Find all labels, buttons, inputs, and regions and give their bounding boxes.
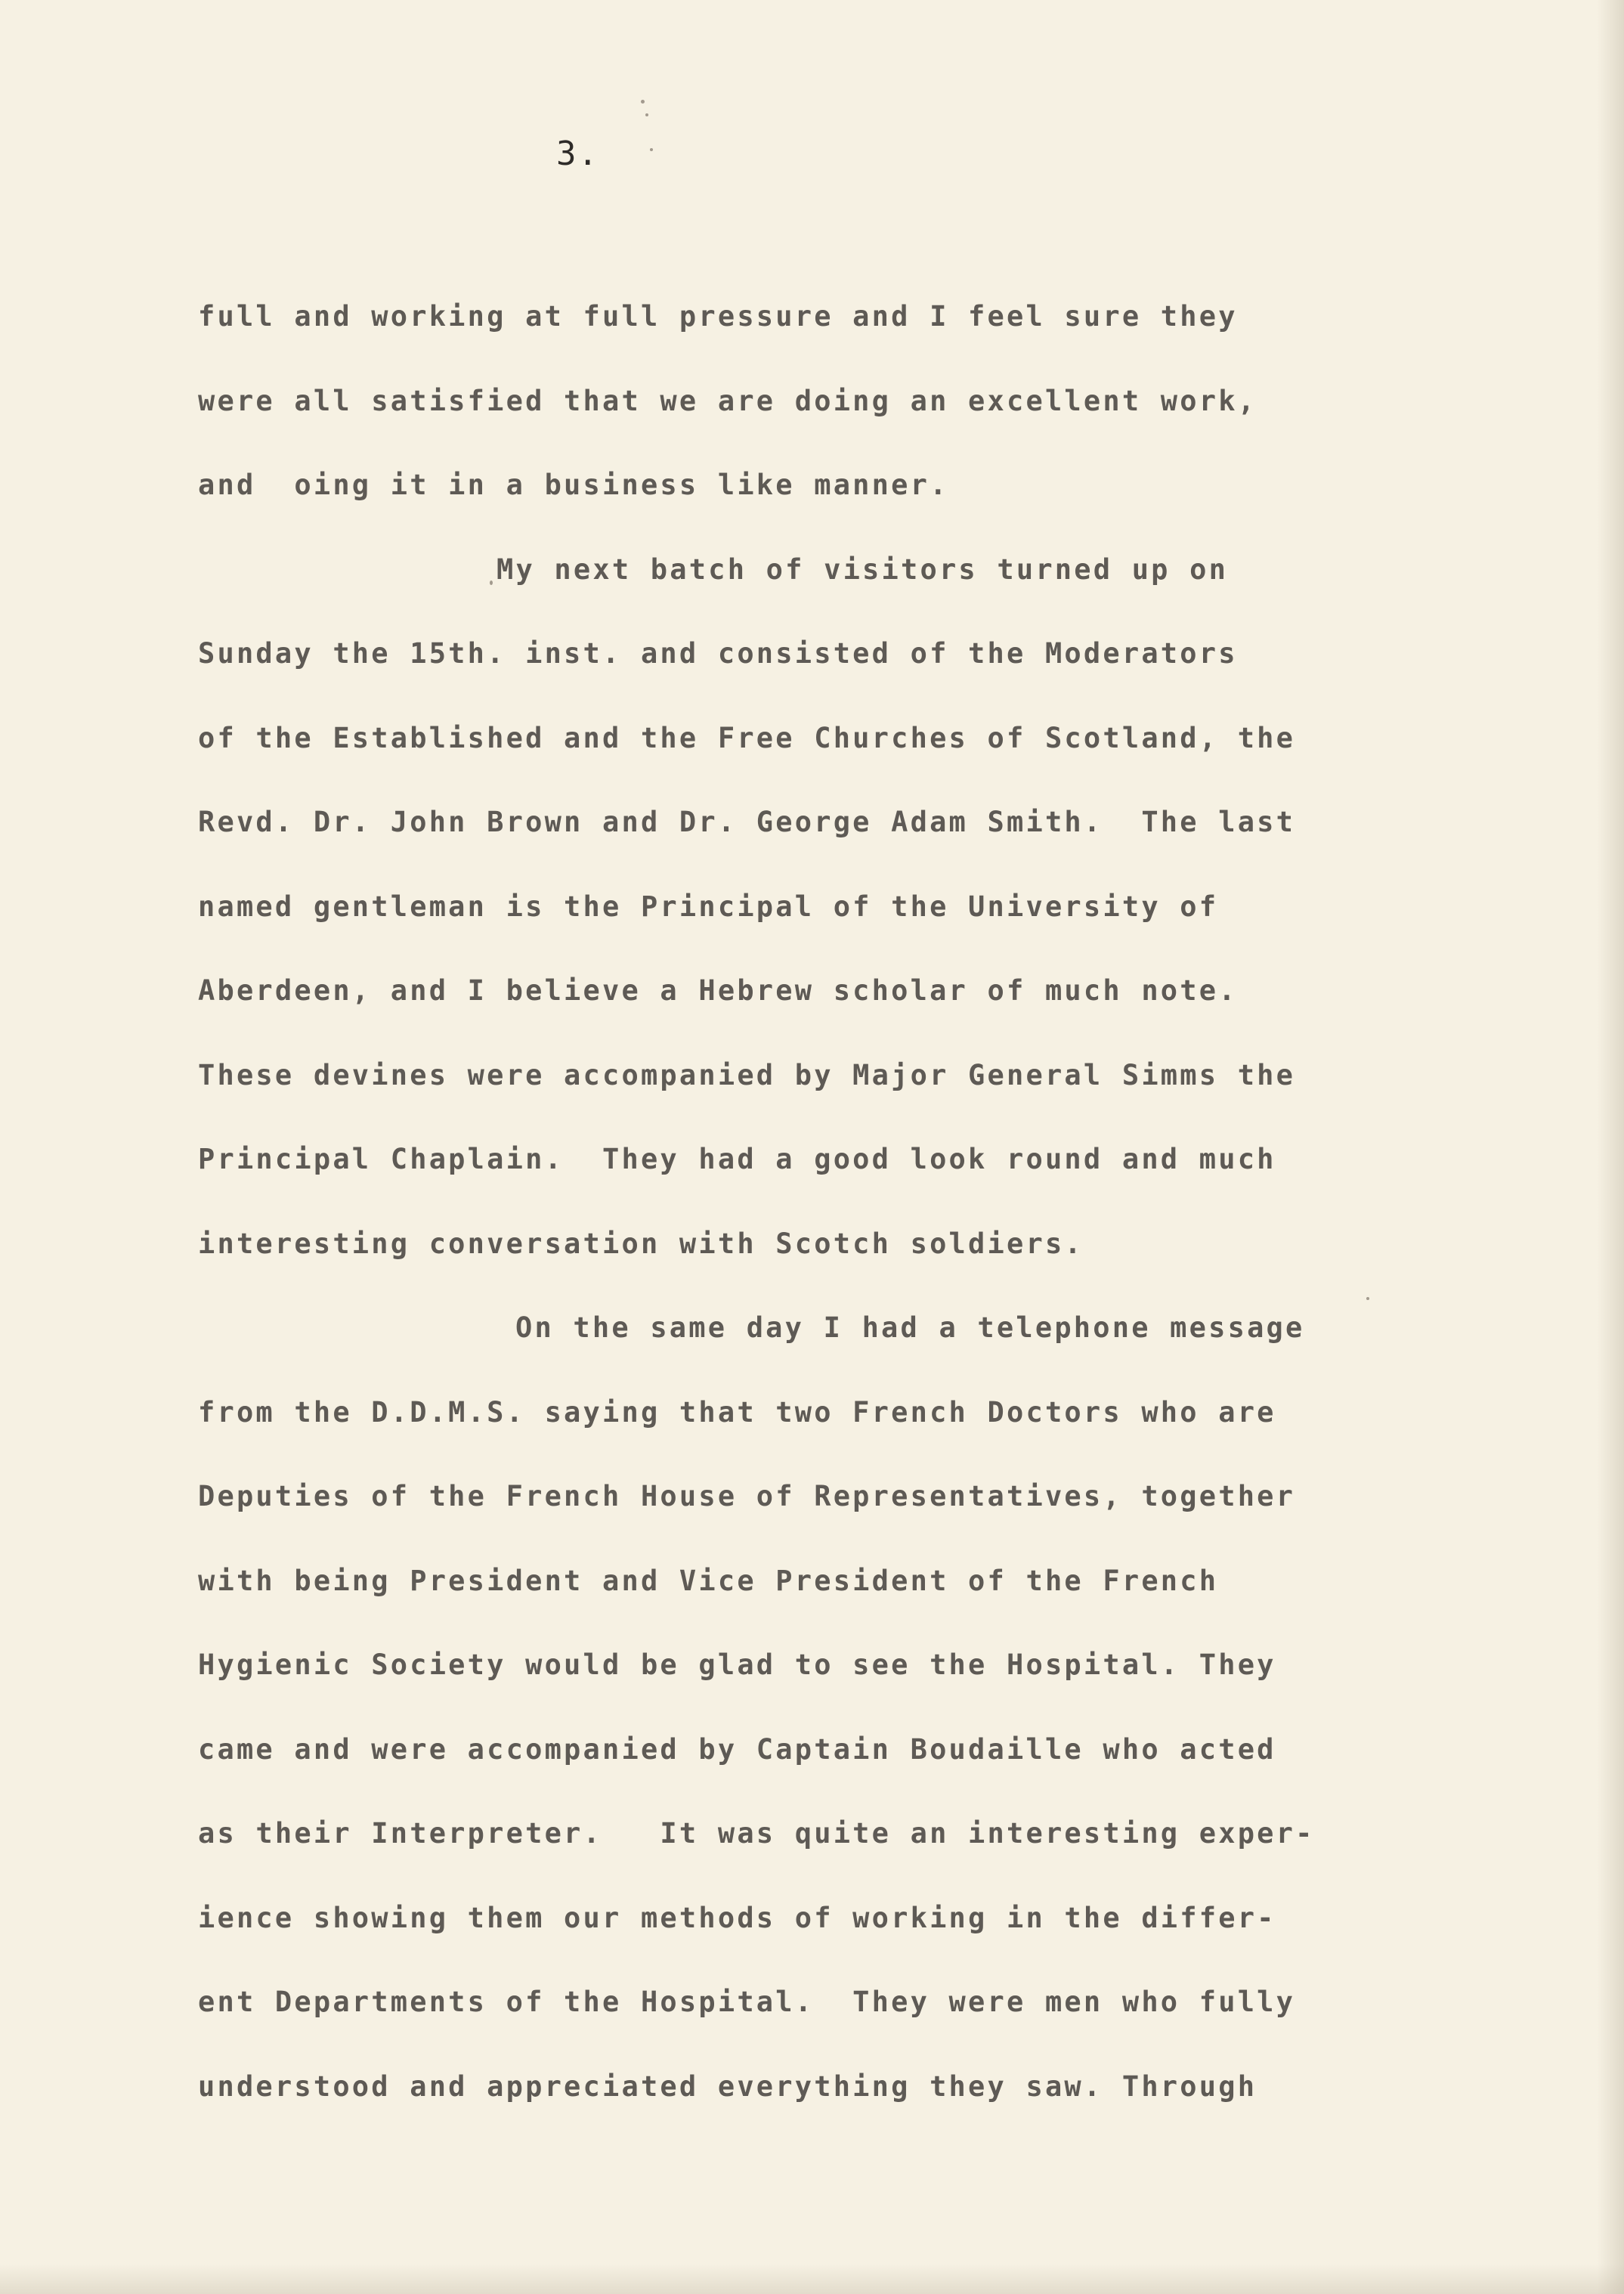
text-line: as their Interpreter. It was quite an interesting exper- (198, 1817, 1315, 1850)
ink-speck (650, 148, 653, 151)
text-line: ience showing them our methods of working in the differ- (198, 1901, 1276, 1934)
text-line: from the D.D.M.S. saying that two French Doctors who are (198, 1395, 1276, 1429)
text-line: Revd. Dr. John Brown and Dr. George Adam Smith. The last (198, 806, 1296, 838)
ink-speck (645, 113, 648, 116)
text-line: ent Departments of the Hospital. They were men who fully (198, 1986, 1296, 2018)
text-line: Deputies of the French House of Representatives, together (198, 1480, 1296, 1512)
text-line: understood and appreciated everything they saw. Through (198, 2070, 1257, 2103)
text-line: Principal Chaplain. They had a good look round and much (198, 1143, 1276, 1175)
text-line: Aberdeen, and I believe a Hebrew scholar of much note. (198, 974, 1238, 1007)
body-text (198, 302, 1513, 2156)
text-line: My next batch of visitors turned up on (496, 553, 1229, 586)
text-line: full and working at full pressure and I feel sure they (198, 300, 1238, 333)
ink-speck (641, 100, 645, 104)
text-line: On the same day I had a telephone message (515, 1311, 1305, 1344)
text-line: came and were accompanied by Captain Boudaille who acted (198, 1732, 1276, 1766)
page-edge-shadow (1597, 0, 1624, 2294)
text-line: and oing it in a business like manner. (198, 469, 949, 501)
text-line: Sunday the 15th. inst. and consisted of the Moderators (198, 637, 1238, 670)
page-bottom-shadow (0, 2264, 1624, 2294)
text-line: These devines were accompanied by Major General Simms the (198, 1058, 1296, 1091)
text-line: of the Established and the Free Churches of Scotland, the (198, 721, 1296, 754)
text-line: were all satisfied that we are doing an excellent work, (198, 384, 1257, 417)
page-number: 3. (556, 135, 599, 173)
text-line: named gentleman is the Principal of the University of (198, 890, 1219, 923)
text-line: Hygienic Society would be glad to see the Hospital. They (198, 1649, 1276, 1681)
text-line: with being President and Vice President of the French (198, 1564, 1219, 1597)
text-line: interesting conversation with Scotch soldiers. (198, 1227, 1084, 1260)
